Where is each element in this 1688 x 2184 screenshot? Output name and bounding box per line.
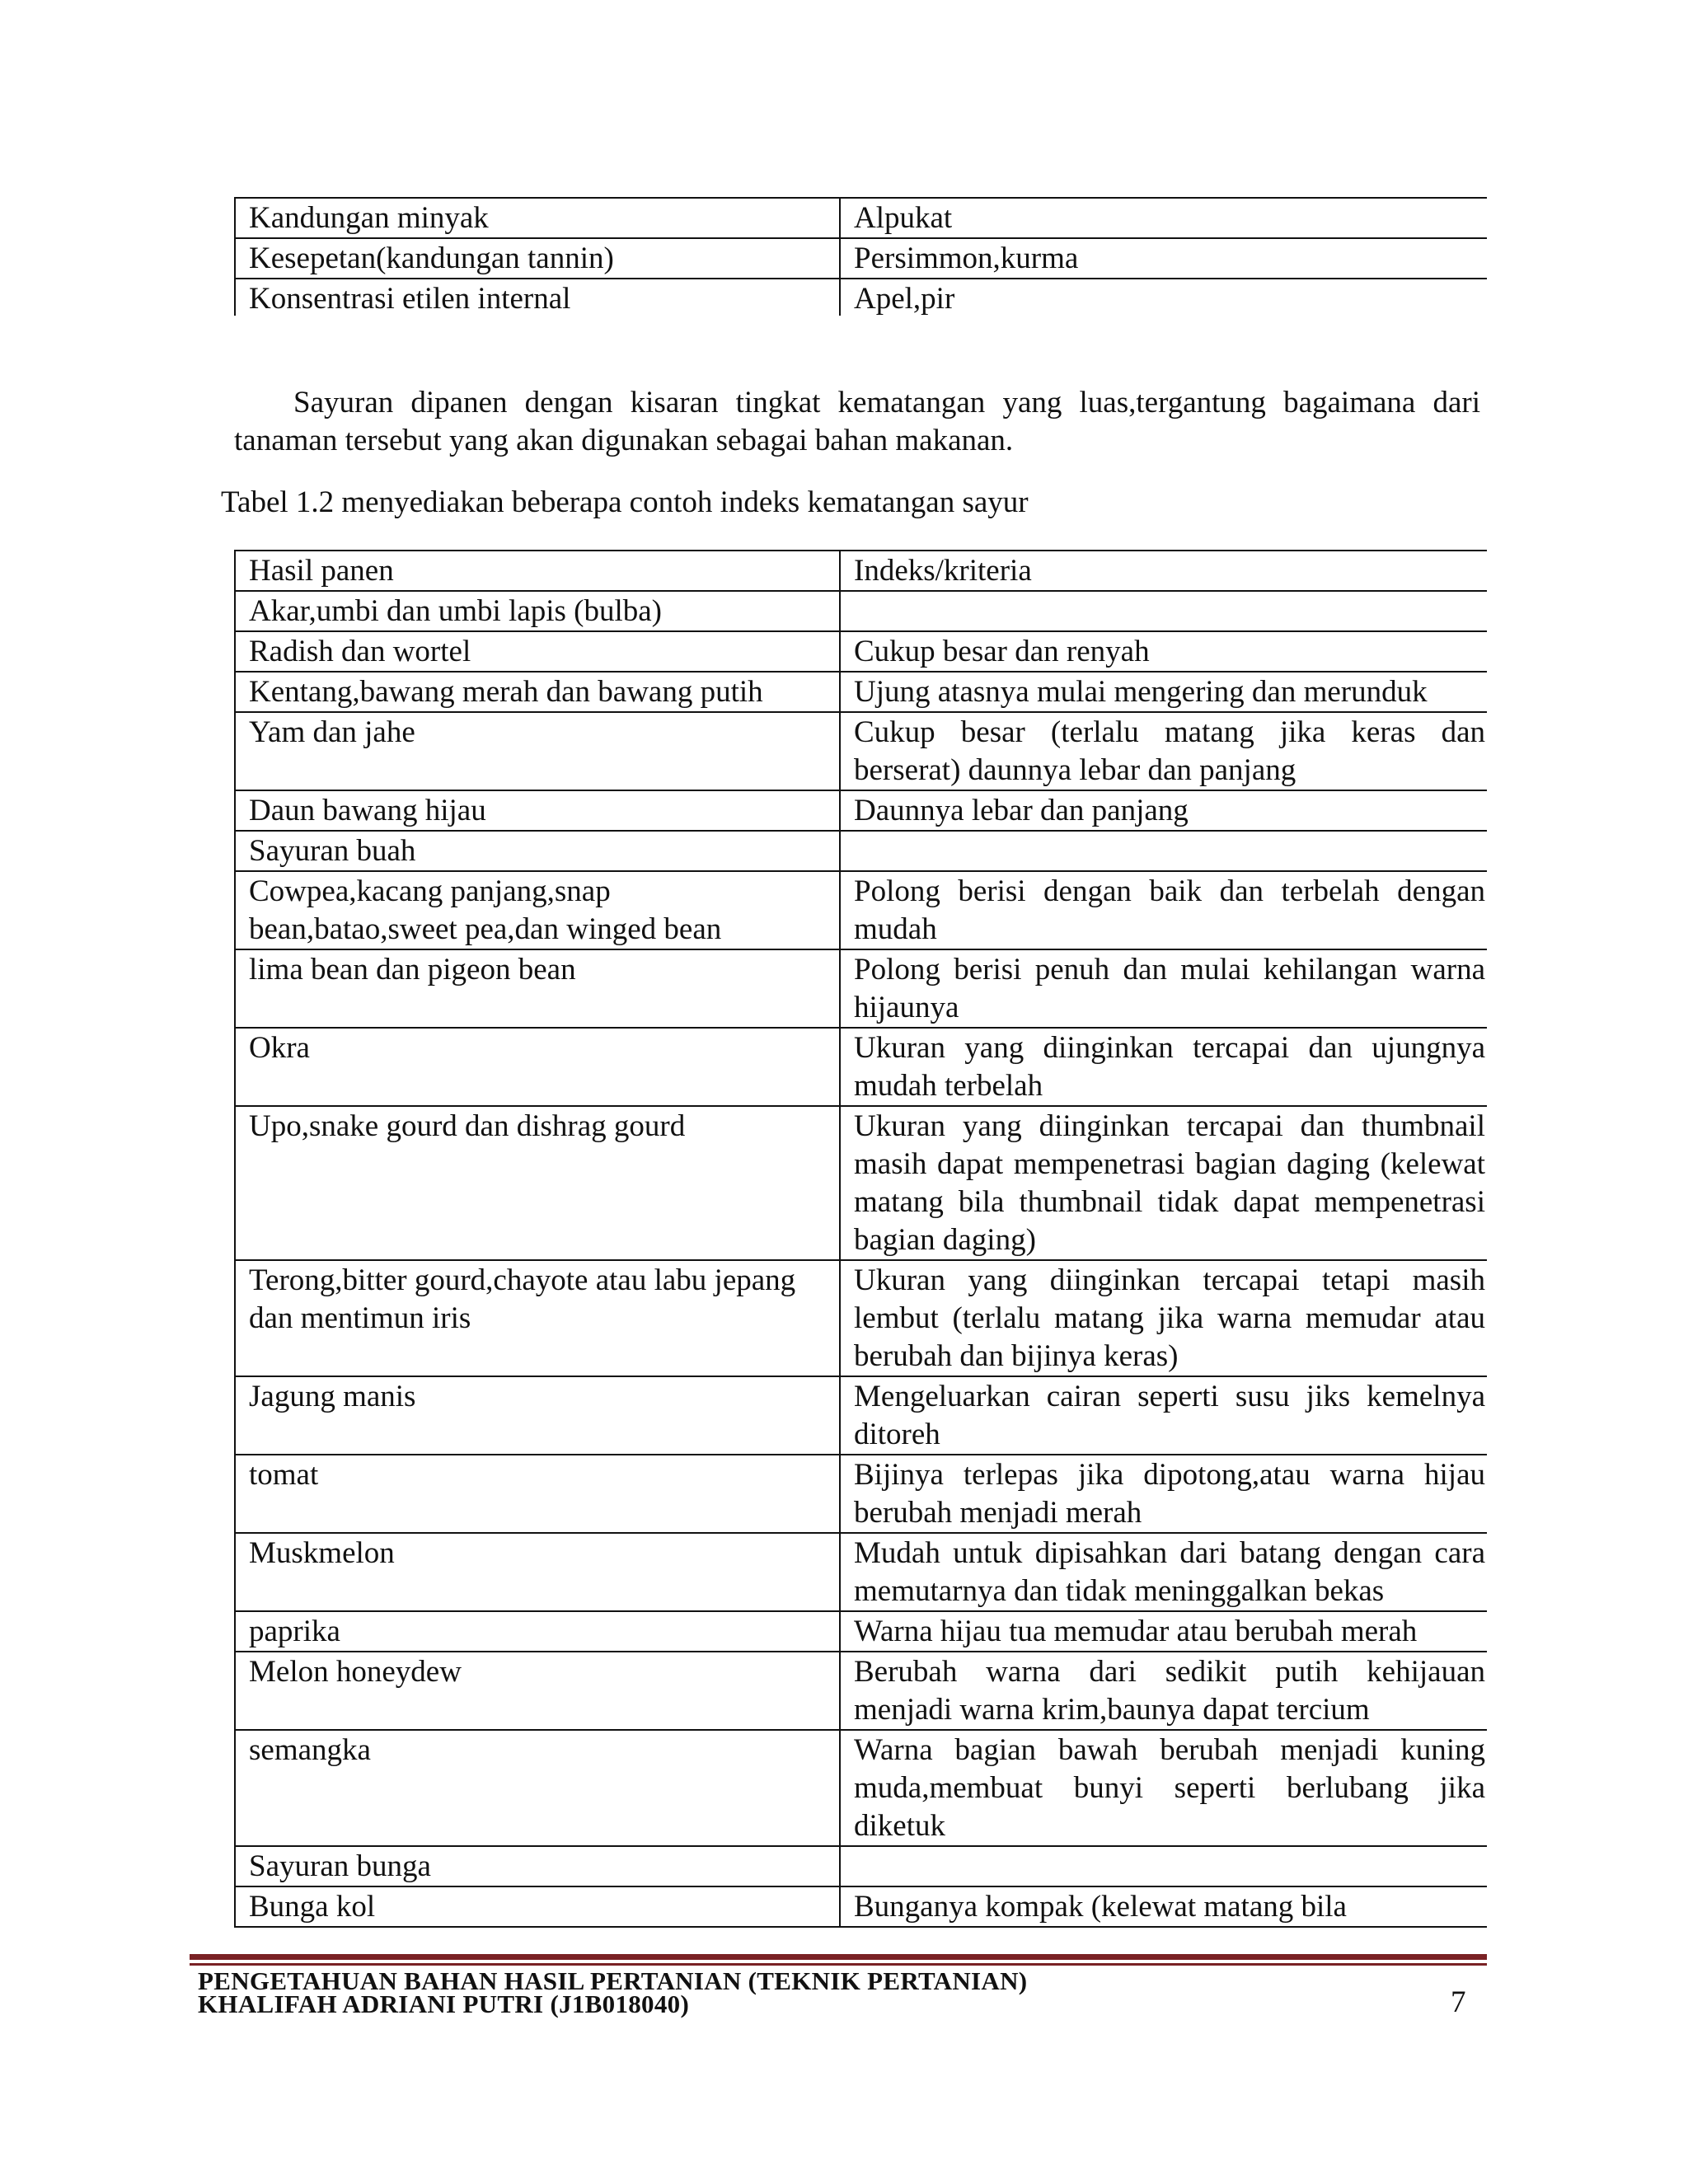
footer-rule-thin	[190, 1963, 1487, 1966]
table-header-row	[235, 551, 1487, 591]
table-row	[235, 712, 1487, 790]
cell-criteria: Bijinya terlepas jika dipotong,atau warna hijau berubah menjadi merah	[840, 1455, 1487, 1533]
cell-criteria	[840, 831, 1487, 871]
cell-criteria: Ukuran yang diinginkan tercapai tetapi masih lembut (terlalu matang jika warna memudar atau berubah dan bijinya keras)	[840, 1260, 1487, 1376]
cell-criteria: Polong berisi dengan baik dan terbelah dengan mudah	[840, 871, 1487, 949]
table-row	[235, 1455, 1487, 1533]
header-cell-criteria: Indeks/kriteria	[840, 551, 1487, 591]
table-row	[235, 949, 1487, 1028]
table-row	[235, 1533, 1487, 1611]
table-maturity-index	[234, 550, 1487, 1928]
table-row	[235, 831, 1487, 871]
cell-criteria: Ukuran yang diinginkan tercapai dan ujungnya mudah terbelah	[840, 1028, 1487, 1106]
cell-criteria: Polong berisi penuh dan mulai kehilangan warna hijaunya	[840, 949, 1487, 1028]
cell-criteria: Warna bagian bawah berubah menjadi kuning muda,membuat bunyi seperti berlubang jika diketuk	[840, 1730, 1487, 1846]
cell-item: Konsentrasi etilen internal	[235, 279, 840, 316]
table-main-wrapper	[234, 550, 1487, 1943]
header-cell-harvest: Hasil panen	[235, 551, 840, 591]
cell-item: Daun bawang hijau	[235, 790, 840, 831]
cell-criteria: Daunnya lebar dan panjang	[840, 790, 1487, 831]
table-row	[235, 871, 1487, 949]
footer-rule-thick	[190, 1954, 1487, 1960]
cell-item: Yam dan jahe	[235, 712, 840, 790]
table-caption: Tabel 1.2 menyediakan beberapa contoh indeks kematangan sayur	[221, 485, 1029, 519]
intro-paragraph: Sayuran dipanen dengan kisaran tingkat kematangan yang luas,tergantung bagaimana dari tanaman tersebut yang akan digunakan sebagai bahan makanan.	[234, 386, 1480, 457]
cell-item: Sayuran buah	[235, 831, 840, 871]
cell-criteria: Cukup besar (terlalu matang jika keras dan berserat) daunnya lebar dan panjang	[840, 712, 1487, 790]
cell-criteria	[840, 591, 1487, 631]
cell-item: Muskmelon	[235, 1533, 840, 1611]
table-row	[235, 279, 1487, 316]
cell-item: Akar,umbi dan umbi lapis (bulba)	[235, 591, 840, 631]
footer-line-2: KHALIFAH ADRIANI PUTRI (J1B018040)	[198, 1990, 690, 2018]
table-row	[235, 238, 1487, 279]
cell-item: Terong,bitter gourd,chayote atau labu jepang dan mentimun iris	[235, 1260, 840, 1376]
cell-item: Okra	[235, 1028, 840, 1106]
cell-item: Kandungan minyak	[235, 198, 840, 238]
cell-criteria: Mudah untuk dipisahkan dari batang dengan cara memutarnya dan tidak meninggalkan bekas	[840, 1533, 1487, 1611]
cell-criteria: Alpukat	[840, 198, 1487, 238]
cell-item: Kentang,bawang merah dan bawang putih	[235, 672, 840, 712]
cell-item: Cowpea,kacang panjang,snap bean,batao,sweet pea,dan winged bean	[235, 871, 840, 949]
table-row	[235, 631, 1487, 672]
cell-item: lima bean dan pigeon bean	[235, 949, 840, 1028]
cell-criteria: Berubah warna dari sedikit putih kehijauan menjadi warna krim,baunya dapat tercium	[840, 1652, 1487, 1730]
table-row	[235, 1028, 1487, 1106]
cell-item: Kesepetan(kandungan tannin)	[235, 238, 840, 279]
cell-item: Sayuran bunga	[235, 1846, 840, 1886]
table-row	[235, 198, 1487, 238]
cell-item: tomat	[235, 1455, 840, 1533]
cell-criteria: Ujung atasnya mulai mengering dan merunduk	[840, 672, 1487, 712]
cell-criteria: Mengeluarkan cairan seperti susu jiks kemelnya ditoreh	[840, 1376, 1487, 1455]
cell-item: Melon honeydew	[235, 1652, 840, 1730]
table-row	[235, 1376, 1487, 1455]
table-top-wrapper	[234, 197, 1487, 316]
cell-criteria: Bunganya kompak (kelewat matang bila	[840, 1886, 1487, 1927]
cell-item: Jagung manis	[235, 1376, 840, 1455]
table-row	[235, 1611, 1487, 1652]
cell-item: Radish dan wortel	[235, 631, 840, 672]
table-row	[235, 790, 1487, 831]
table-row	[235, 672, 1487, 712]
cell-item: paprika	[235, 1611, 840, 1652]
cell-criteria: Cukup besar dan renyah	[840, 631, 1487, 672]
table-row	[235, 1846, 1487, 1886]
table-top	[234, 197, 1487, 316]
page-number: 7	[1451, 1985, 1466, 2019]
table-row	[235, 1260, 1487, 1376]
table-row	[235, 1886, 1487, 1927]
table-row	[235, 1730, 1487, 1846]
cell-criteria: Ukuran yang diinginkan tercapai dan thumbnail masih dapat mempenetrasi bagian daging (kelewat matang bila thumbnail tidak dapat mempenetrasi bagian daging)	[840, 1106, 1487, 1260]
cell-criteria	[840, 1846, 1487, 1886]
cell-item: semangka	[235, 1730, 840, 1846]
cell-criteria: Apel,pir	[840, 279, 1487, 316]
cell-item: Bunga kol	[235, 1886, 840, 1927]
table-row	[235, 591, 1487, 631]
footer-course-title: PENGETAHUAN BAHAN HASIL PERTANIAN (TEKNIK PERTANIAN)	[198, 1966, 1028, 1995]
table-row	[235, 1652, 1487, 1730]
table-row	[235, 1106, 1487, 1260]
cell-criteria: Persimmon,kurma	[840, 238, 1487, 279]
cell-criteria: Warna hijau tua memudar atau berubah merah	[840, 1611, 1487, 1652]
cell-item: Upo,snake gourd dan dishrag gourd	[235, 1106, 840, 1260]
